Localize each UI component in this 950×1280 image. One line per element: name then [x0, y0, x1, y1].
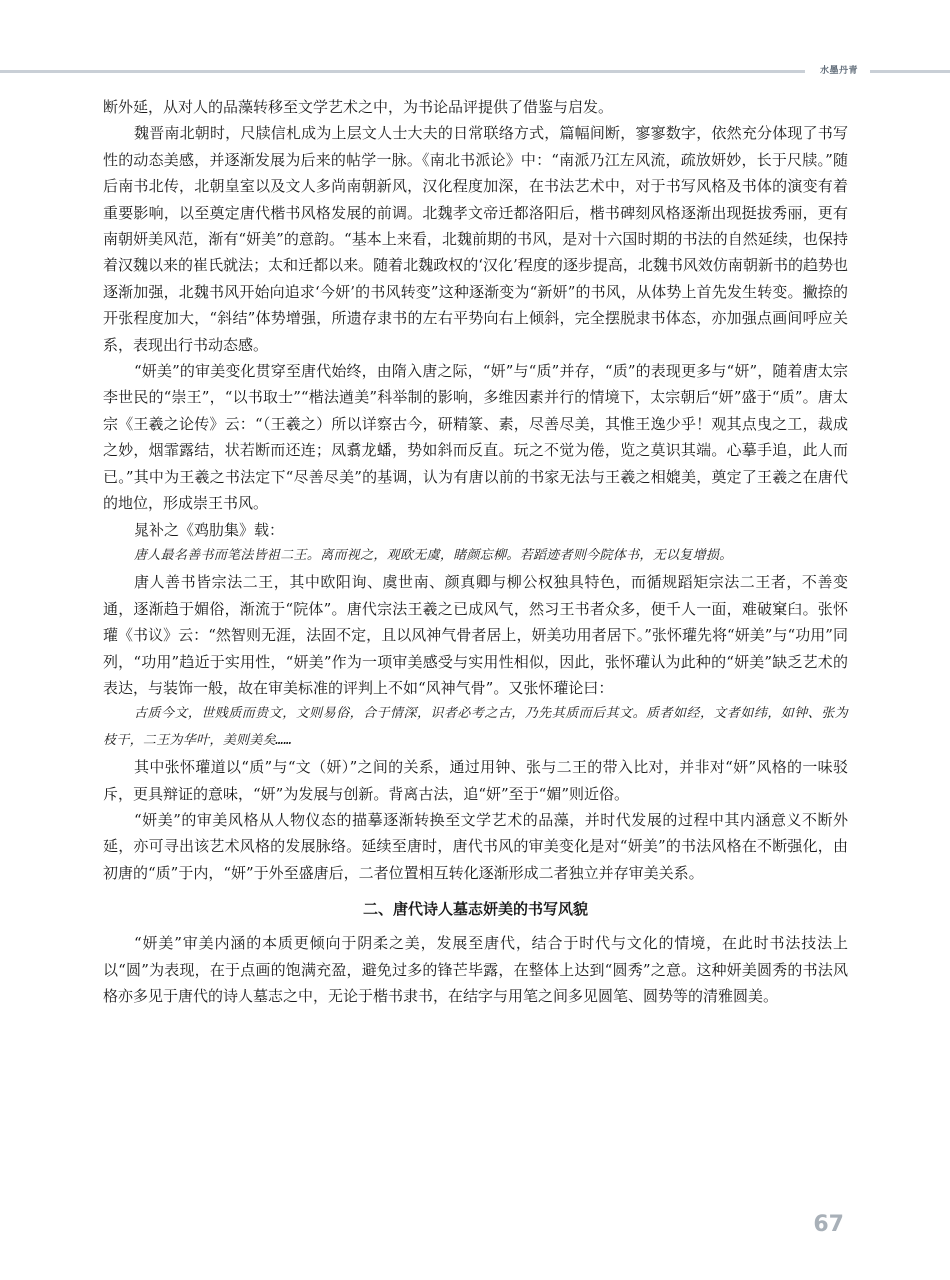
paragraph: 其中张怀瓘道以“质”与“文（妍）”之间的关系，通过用钟、张与二王的带入比对，并非对“妍”风格的一味驳斥，更具辩证的意味，“妍”为发展与创新。背离古法，追“妍”至于“媚”则近俗。	[103, 758, 848, 803]
section-heading: 二、唐代诗人墓志妍美的书写风貌	[362, 900, 588, 919]
paragraph-citation-intro: 晁补之《鸡肋集》载：	[134, 520, 285, 539]
paragraph-continuation: 断外延，从对人的品藻转移至文学艺术之中，为书论品评提供了借鉴与启发。	[103, 98, 614, 116]
header-rule	[0, 70, 805, 73]
paragraph: “妍美”的审美变化贯穿至唐代始终，由隋入唐之际，“妍”与“质”并存，“质”的表现更多与“妍”，随着唐太宗李世民的“崇王”，“以书取士”“楷法遒美”科举制的影响，多维因素并行的情境下，太宗朝后“妍”盛于“质”。唐太宗《王羲之论传》云：“（王羲之）所以详察古今，研精篆、素，尽善尽美，其惟王逸少乎！观其点曳之工，裁成之妙，烟霏露结，状若断而还连；凤翥龙蟠，势如斜而反直。玩之不觉为倦，览之莫识其端。心摹手追，此人而已。”其中为王羲之书法定下“尽善尽美”的基调，认为有唐以前的书家无法与王羲之相媲美，奠定了王羲之在唐代的地位，形成崇王书风。	[103, 362, 848, 513]
article-body	[103, 94, 848, 1009]
page-number: 67	[813, 1212, 844, 1237]
block-quote: 古质今文，世贱质而贵文，文则易俗，合于情深，识者必考之古，乃先其质而后其文。质者如经，文者如纬，如钟、张为枝干，二王为华叶，美则美矣……	[103, 706, 848, 748]
paragraph: “妍美”的审美风格从人物仪态的描摹逐渐转换至文学艺术的品藻，并时代发展的过程中其内涵意义不断外延，亦可寻出该艺术风格的发展脉络。延续至唐时，唐代书风的审美变化是对“妍美”的书法风格在不断强化，由初唐的“质”于内，“妍”于外至盛唐后，二者位置相互转化逐渐形成二者独立并存审美关系。	[103, 810, 848, 882]
paragraph: “妍美”审美内涵的本质更倾向于阴柔之美，发展至唐代，结合于时代与文化的情境，在此时书法技法上以“圆”为表现，在于点画的饱满充盈，避免过多的锋芒毕露，在整体上达到“圆秀”之意。这种妍美圆秀的书法风格亦多见于唐代的诗人墓志之中，无论于楷书隶书，在结字与用笔之间多见圆笔、圆势等的清雅圆美。	[103, 934, 848, 1005]
header-rule-right	[870, 70, 950, 73]
paragraph: 唐人善书皆宗法二王，其中欧阳询、虞世南、颜真卿与柳公权独具特色，而循规蹈矩宗法二王者，不善变通，逐渐趋于媚俗，渐流于“院体”。唐代宗法王羲之已成风气，然习王书者众多，便千人一面，难破窠臼。张怀瓘《书议》云：“然智则无涯，法固不定，且以风神气骨者居上，妍美功用者居下。”张怀瓘先将“妍美”与“功用”同列，“功用”趋近于实用性，“妍美”作为一项审美感受与实用性相似，因此，张怀瓘认为此种的“妍美”缺乏艺术的表达，与装饰一般，故在审美标准的评判上不如“风神气骨”。又张怀瓘论曰：	[103, 573, 848, 697]
paragraph: 魏晋南北朝时，尺牍信札成为上层文人士大夫的日常联络方式，篇幅间断，寥寥数字，依然充分体现了书写性的动态美感，并逐渐发展为后来的帖学一脉。《南北书派论》中：“南派乃江左风流，疏放妍妙，长于尺牍。”随后南书北传，北朝皇室以及文人多尚南朝新风，汉化程度加深，在书法艺术中，对于书写风格及书体的演变有着重要影响，以至奠定唐代楷书风格发展的前调。北魏孝文帝迁都洛阳后，楷书碑刻风格逐渐出现挺拔秀丽，更有南朝妍美风范，渐有“妍美”的意韵。“基本上来看，北魏前期的书风，是对十六国时期的书法的自然延续，也保持着汉魏以来的崔氏就法；太和迁都以来。随着北魏政权的‘汉化’程度的逐步提高，北魏书风效仿南朝新书的趋势也逐渐加强，北魏书风开始向追求‘今妍’的书风转变”这种逐渐变为“新妍”的书风，从体势上首先发生转变。撇捺的开张程度加大，“斜结”体势增强，所遗存隶书的左右平势向右上倾斜，完全摆脱隶书体态，亦加强点画间呼应关系，表现出行书动态感。	[103, 124, 848, 354]
running-header-label: 水墨丹青	[819, 66, 858, 76]
block-quote: 唐人最名善书而笔法皆祖二王。离而视之，观欧无虞，睹颜忘柳。若蹈迹者则今院体书，无以复增损。	[134, 547, 733, 563]
